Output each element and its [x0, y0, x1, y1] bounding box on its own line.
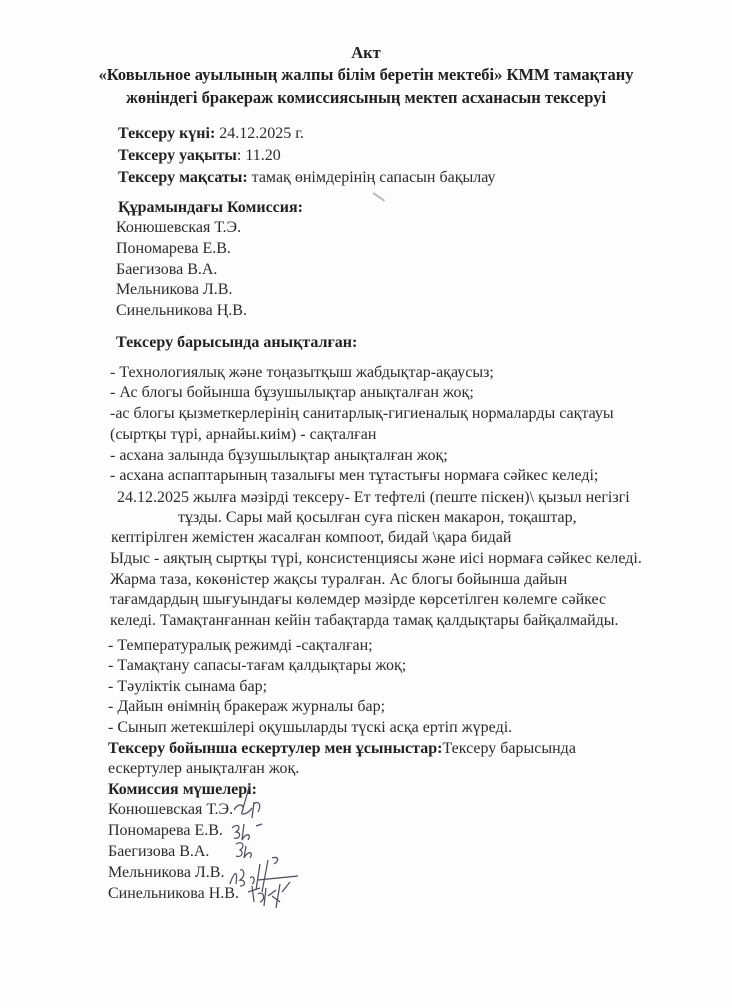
- remarks-value: Тексеру барысында: [442, 740, 576, 757]
- inspection-purpose-label: Тексеру мақсаты:: [118, 169, 248, 186]
- menu-line: Жарма таза, көкөністер жақсы туралған. Ас блогы бойынша дайын: [110, 571, 568, 588]
- signatory-name: Мельникова Л.В.: [108, 864, 225, 881]
- inspection-purpose-value: тамақ өнімдерінің сапасын бақылау: [247, 169, 496, 186]
- check-line: - Дайын өнімнің бракераж журналы бар;: [108, 698, 386, 715]
- remarks-label: Тексеру бойынша ескертулер мен ұсыныстар:: [108, 740, 443, 757]
- signatory-name: Баегизова В.А.: [108, 843, 210, 860]
- document-title: Акт: [351, 43, 381, 62]
- check-line: - Сынып жетекшілері оқушыларды түскі асқа ертіп жүреді.: [108, 719, 513, 736]
- menu-line: тағамдардың шығуындағы көлемдер мәзірде көрсетілген көлемге сәйкес: [110, 591, 607, 608]
- inspection-time-label: Тексеру уақыты: [118, 147, 237, 164]
- signatory-name: Конюшевская Т.Э.: [108, 801, 234, 818]
- commission-heading: Құрамындағы Комиссия:: [118, 199, 303, 216]
- commission-member: Конюшевская Т.Э.: [116, 219, 242, 236]
- remarks: [108, 739, 576, 759]
- document-subtitle-line-1: «Ковыльное ауылының жалпы білім беретін мектебі» КММ тамақтану: [98, 65, 634, 84]
- menu-line: кептірілген жемістен жасалған компоот, бидай \қара бидай: [111, 529, 512, 546]
- check-line: - Тәуліктік сынама бар;: [108, 678, 268, 695]
- commission-member: Пономарева Е.В.: [116, 240, 231, 257]
- finding-line: (сыртқы түрі, арнайы.киім) - сақталған: [110, 426, 377, 443]
- signatory-name: Синельникова Н.В.: [108, 885, 239, 902]
- inspection-date: [118, 124, 304, 144]
- finding-line: - асхана залында бұзушылықтар анықталған жоқ;: [110, 447, 448, 464]
- inspection-purpose: [118, 168, 496, 188]
- signature-5-icon: [246, 880, 294, 915]
- menu-line: келеді. Тамақтанғаннан кейін табақтарда тамақ қалдықтары байқалмайды.: [110, 612, 619, 629]
- check-line: - Тамақтану сапасы-тағам қалдықтары жоқ;: [108, 657, 407, 674]
- commission-member: Синельникова Ң.В.: [116, 302, 247, 319]
- signatures-heading: Комиссия мүшелері:: [108, 781, 257, 798]
- inspection-date-value: 24.12.2025 г.: [215, 125, 305, 142]
- findings-heading: Тексеру барысында анықталған:: [116, 334, 358, 351]
- finding-line: - асхана аспаптарының тазалығы мен тұтастығы нормаға сәйкес келеді;: [110, 467, 599, 484]
- inspection-time-value: : 11.20: [236, 147, 281, 164]
- document-subtitle-line-2: жөніндегі бракераж комиссиясының мектеп асханасын тексеруі: [125, 88, 607, 107]
- commission-member: Мельникова Л.В.: [116, 281, 233, 298]
- scan-mark: [373, 192, 385, 201]
- remarks-value-line-2: ескертулер анықталған жоқ.: [108, 760, 300, 777]
- menu-line: тұзды. Сары май қосылған суға піскен макарон, тоқаштар,: [178, 509, 577, 526]
- finding-line: -ас блогы қызметкерлерінің санитарлық-гигиеналық нормаларды сақтауы: [110, 405, 614, 422]
- menu-line: Ыдыс - аяқтың сыртқы түрі, консистенциясы және иісі нормаға сәйкес келеді.: [110, 550, 642, 567]
- finding-line: - Технологиялық және тоңазытқыш жабдықтар-ақаусыз;: [110, 364, 494, 381]
- inspection-date-label: Тексеру күні:: [118, 125, 216, 142]
- finding-line: - Ас блогы бойынша бұзушылықтар анықталған жоқ;: [110, 384, 474, 401]
- commission-member: Баегизова В.А.: [116, 261, 218, 278]
- check-line: - Температуралық режимді -сақталған;: [108, 637, 373, 654]
- menu-line: 24.12.2025 жылға мәзірді тексеру- Ет тефтелі (пеште піскен)\ қызыл негізгі: [117, 489, 630, 506]
- inspection-time: [118, 146, 281, 166]
- signatory-name: Пономарева Е.В.: [108, 822, 223, 839]
